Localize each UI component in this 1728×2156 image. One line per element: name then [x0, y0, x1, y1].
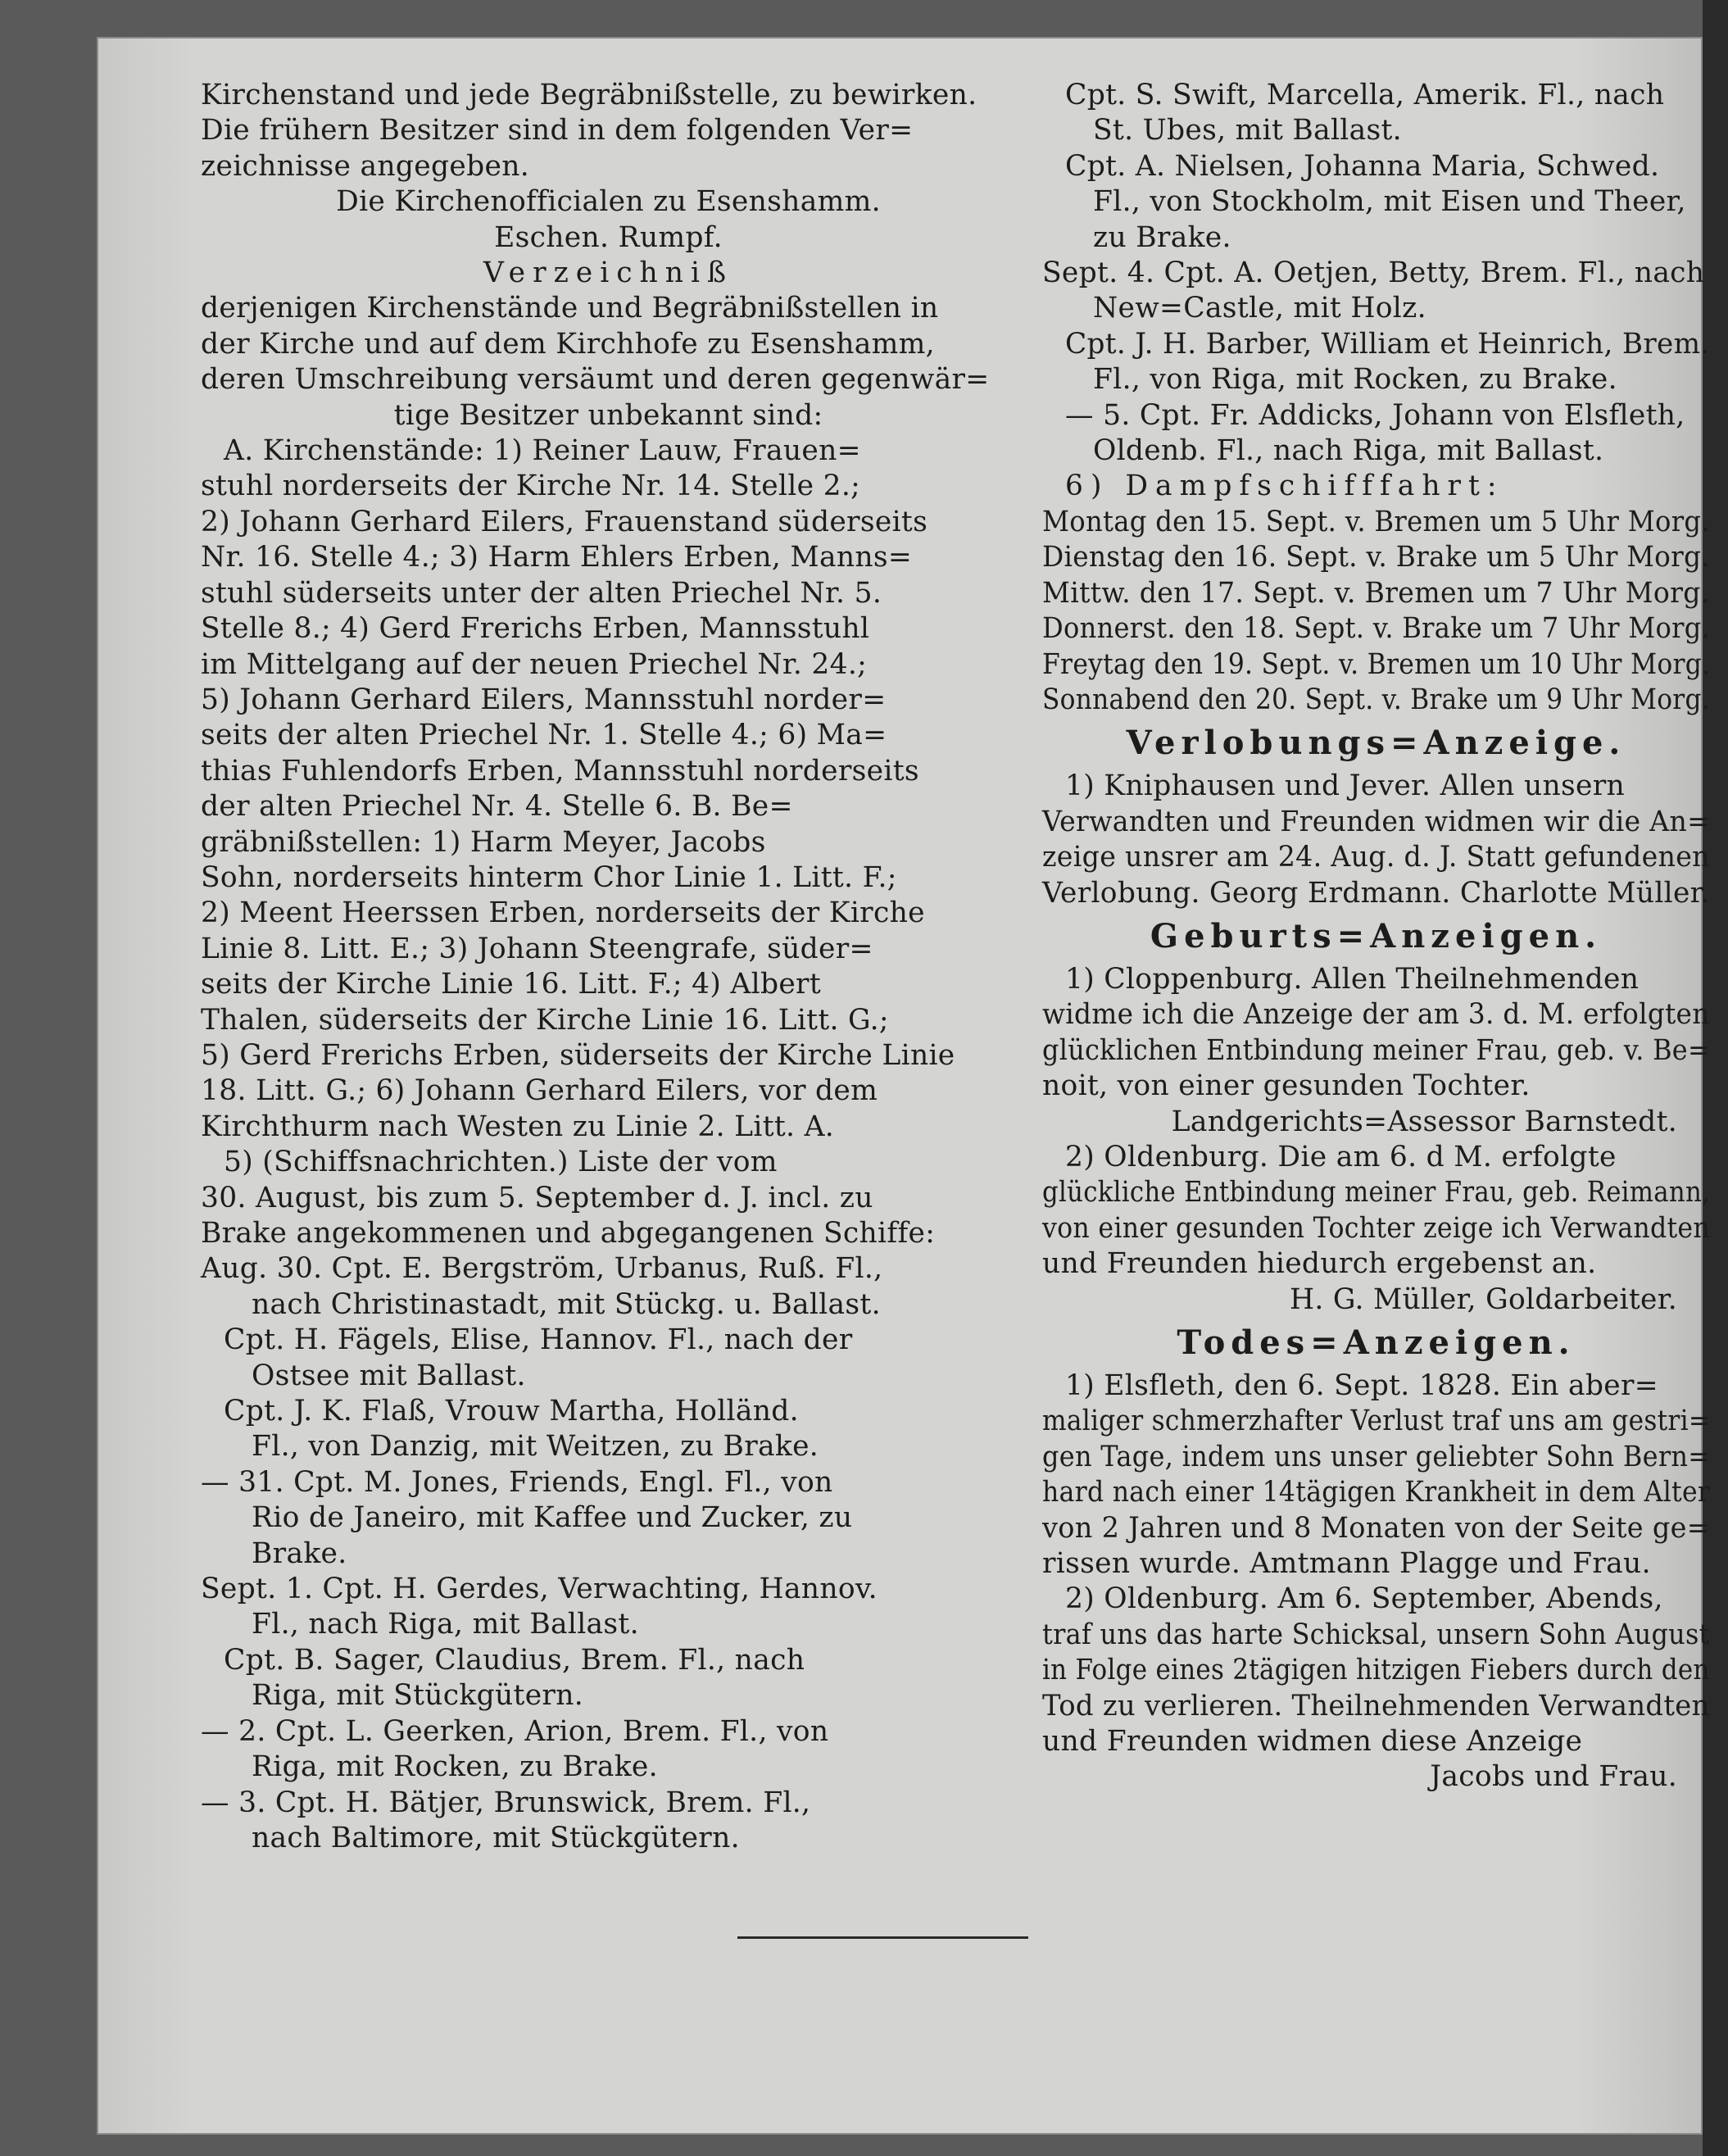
ship-entry: — 5. Cpt. Fr. Addicks, Johann von Elsfleth,	[1065, 398, 1685, 432]
ship-entry: nach Christinastadt, mit Stückg. u. Ballast.	[252, 1287, 881, 1321]
ship-entry: Cpt. J. H. Barber, William et Heinrich, Brem.	[1065, 327, 1710, 361]
ship-entry: — 31. Cpt. M. Jones, Friends, Engl. Fl., von	[201, 1465, 833, 1499]
ship-entry: Cpt. B. Sager, Claudius, Brem. Fl., nach	[224, 1643, 805, 1677]
ship-entry: Fl., von Stockholm, mit Eisen und Theer,	[1093, 185, 1686, 219]
signature-line: Die Kirchenofficialen zu Esenshamm.	[336, 185, 881, 219]
ship-entry: Cpt. S. Swift, Marcella, Amerik. Fl., nach	[1065, 79, 1665, 111]
text-line: der Kirche und auf dem Kirchhofe zu Esenshamm,	[201, 327, 935, 361]
ship-entry: St. Ubes, mit Ballast.	[1093, 114, 1402, 148]
text-line: derjenigen Kirchenstände und Begräbnißstellen in	[201, 292, 939, 325]
text-line: thias Fuhlendorfs Erben, Mannsstuhl norderseits	[201, 754, 919, 788]
ship-entry: zu Brake.	[1093, 220, 1231, 254]
text-line: zeige unsrer am 24. Aug. d. J. Statt gefundenen	[1042, 841, 1710, 874]
text-line: stuhl norderseits der Kirche Nr. 14. Stelle 2.;	[201, 470, 861, 503]
steamer-schedule-line: Dienstag den 16. Sept. v. Brake um 5 Uhr Morg.	[1042, 541, 1711, 574]
text-line: 2) Johann Gerhard Eilers, Frauenstand süderseits	[201, 505, 928, 538]
left-column	[201, 78, 1016, 1856]
text-line: widme ich die Anzeige der am 3. d. M. erfolgten	[1042, 998, 1710, 1032]
text-line: traf uns das harte Schicksal, unsern Sohn August	[1042, 1618, 1710, 1651]
steamer-schedule-line: Montag den 15. Sept. v. Bremen um 5 Uhr Morg.	[1042, 505, 1710, 538]
steamer-schedule-line: Donnerst. den 18. Sept. v. Brake um 7 Uhr Morg.	[1042, 612, 1711, 646]
text-line: Sohn, norderseits hinterm Chor Linie 1. Litt. F.;	[201, 860, 897, 894]
text-line: Stelle 8.; 4) Gerd Frerichs Erben, Mannsstuhl	[201, 612, 870, 646]
ship-entry: Fl., von Danzig, mit Weitzen, zu Brake.	[252, 1430, 819, 1464]
text-line: glückliche Entbindung meiner Frau, geb. Reimann,	[1042, 1176, 1711, 1210]
text-line: Tod zu verlieren. Theilnehmenden Verwandten	[1042, 1689, 1710, 1723]
text-line: Linie 8. Litt. E.; 3) Johann Steengrafe, süder=	[201, 932, 873, 965]
text-line: 1) Cloppenburg. Allen Theilnehmenden	[1065, 962, 1640, 996]
text-line: der alten Priechel Nr. 4. Stelle 6. B. Be=	[201, 790, 793, 824]
text-line: Brake angekommenen und abgegangenen Schiffe:	[201, 1217, 936, 1250]
text-line: hard nach einer 14tägigen Krankheit in dem Alter	[1042, 1476, 1711, 1509]
ship-entry: Cpt. J. K. Flaß, Vrouw Martha, Holländ.	[224, 1395, 799, 1428]
text-line: 1) Elsfleth, den 6. Sept. 1828. Ein aber=	[1065, 1369, 1658, 1402]
text-line: und Freunden hiedurch ergebenst an.	[1042, 1247, 1597, 1281]
ship-entry: New=Castle, mit Holz.	[1093, 292, 1426, 325]
text-line: stuhl süderseits unter der alten Priechel Nr. 5.	[201, 576, 882, 610]
text-line: gräbnißstellen: 1) Harm Meyer, Jacobs	[201, 825, 766, 859]
ship-entry: Sept. 1. Cpt. H. Gerdes, Verwachting, Hannov.	[201, 1573, 878, 1606]
text-line: 5) Johann Gerhard Eilers, Mannsstuhl norder=	[201, 683, 887, 716]
text-line: 5) Gerd Frerichs Erben, süderseits der Kirche Linie	[201, 1038, 955, 1072]
ship-entry: Brake.	[252, 1536, 347, 1570]
text-line: 18. Litt. G.; 6) Johann Gerhard Eilers, vor dem	[201, 1074, 878, 1108]
ship-entry: Riga, mit Rocken, zu Brake.	[252, 1750, 658, 1784]
text-line: 2) Oldenburg. Am 6. September, Abends,	[1065, 1582, 1663, 1616]
text-line: Thalen, süderseits der Kirche Linie 16. Litt. G.;	[201, 1003, 889, 1037]
text-line: im Mittelgang auf der neuen Priechel Nr. 24.;	[201, 647, 868, 681]
text-line: A. Kirchenstände: 1) Reiner Lauw, Frauen=	[224, 434, 861, 468]
text-line: von einer gesunden Tochter zeige ich Verwandten	[1042, 1211, 1711, 1245]
text-line: Verwandten und Freunden widmen wir die An=	[1042, 805, 1711, 838]
ship-entry: Riga, mit Stückgütern.	[252, 1679, 583, 1713]
text-line: 5) (Schiffsnachrichten.) Liste der vom	[224, 1146, 778, 1179]
ship-entry: Oldenb. Fl., nach Riga, mit Ballast.	[1093, 434, 1604, 468]
ship-entry: — 3. Cpt. H. Bätjer, Brunswick, Brem. Fl.,	[201, 1786, 811, 1819]
section-heading: 6) Dampfschifffahrt:	[1065, 470, 1504, 503]
text-line: deren Umschreibung versäumt und deren gegenwär=	[201, 363, 990, 397]
text-line: noit, von einer gesunden Tochter.	[1042, 1069, 1531, 1103]
ship-entry: nach Baltimore, mit Stückgütern.	[252, 1821, 740, 1854]
text-line: in Folge eines 2tägigen hitzigen Fiebers durch den	[1042, 1654, 1710, 1687]
signature-names: Eschen. Rumpf.	[494, 220, 723, 254]
steamer-schedule-line: Sonnabend den 20. Sept. v. Brake um 9 Uhr Morg.	[1042, 683, 1710, 716]
signature-line: H. G. Müller, Goldarbeiter.	[1289, 1282, 1677, 1316]
text-line: tige Besitzer unbekannt sind:	[393, 398, 823, 432]
ship-entry: Cpt. A. Nielsen, Johanna Maria, Schwed.	[1065, 149, 1660, 183]
text-line: und Freunden widmen diese Anzeige	[1042, 1725, 1583, 1759]
text-line: rissen wurde. Amtmann Plagge und Frau.	[1042, 1547, 1651, 1581]
text-line: seits der Kirche Linie 16. Litt. F.; 4) Albert	[201, 968, 821, 1001]
ship-entry: Fl., nach Riga, mit Ballast.	[252, 1608, 639, 1641]
steamer-schedule-line: Freytag den 19. Sept. v. Bremen um 10 Uhr Morg.	[1042, 647, 1711, 681]
ship-entry: Ostsee mit Ballast.	[252, 1359, 526, 1392]
ship-entry: Sept. 4. Cpt. A. Oetjen, Betty, Brem. Fl., nach	[1042, 256, 1705, 290]
ship-entry: — 2. Cpt. L. Geerken, Arion, Brem. Fl., von	[201, 1714, 829, 1748]
text-line: 2) Oldenburg. Die am 6. d M. erfolgte	[1065, 1140, 1617, 1173]
text-line: zeichnisse angegeben.	[201, 149, 529, 183]
section-heading: Verzeichniß	[483, 256, 734, 290]
section-heading: Verlobungs=Anzeige.	[1126, 724, 1626, 763]
text-line: Die frühern Besitzer sind in dem folgenden Ver=	[201, 114, 914, 148]
text-line: 2) Meent Heerssen Erben, norderseits der Kirche	[201, 896, 925, 930]
ship-entry: Aug. 30. Cpt. E. Bergström, Urbanus, Ruß. Fl.,	[201, 1252, 883, 1286]
section-heading: Geburts=Anzeigen.	[1150, 916, 1603, 955]
ship-entry: Fl., von Riga, mit Rocken, zu Brake.	[1093, 363, 1617, 397]
text-line: Nr. 16. Stelle 4.; 3) Harm Ehlers Erben, Manns=	[201, 541, 913, 574]
text-line: Verlobung. Georg Erdmann. Charlotte Müller.	[1042, 876, 1710, 910]
ship-entry: Rio de Janeiro, mit Kaffee und Zucker, zu	[252, 1501, 853, 1535]
text-line: maliger schmerzhafter Verlust traf uns am gestri=	[1042, 1405, 1711, 1438]
text-line: Kirchenstand und jede Begräbnißstelle, zu bewirken.	[201, 79, 977, 111]
right-column	[1042, 78, 1710, 1795]
steamer-schedule-line: Mittw. den 17. Sept. v. Bremen um 7 Uhr Morg.	[1042, 576, 1710, 610]
text-line: 30. August, bis zum 5. September d. J. incl. zu	[201, 1181, 873, 1214]
signature-line: Landgerichts=Assessor Barnstedt.	[1171, 1105, 1677, 1138]
signature-line: Jacobs und Frau.	[1430, 1760, 1677, 1794]
text-line: von 2 Jahren und 8 Monaten von der Seite ge=	[1042, 1511, 1711, 1545]
section-heading: Todes=Anzeigen.	[1177, 1323, 1576, 1362]
text-line: Kirchthurm nach Westen zu Linie 2. Litt. A.	[201, 1110, 835, 1143]
ship-entry: Cpt. H. Fägels, Elise, Hannov. Fl., nach der	[224, 1323, 853, 1357]
closing-rule	[737, 1936, 1028, 1939]
text-line: seits der alten Priechel Nr. 1. Stelle 4.; 6) Ma=	[201, 719, 887, 752]
text-line: glücklichen Entbindung meiner Frau, geb. v. Be=	[1042, 1033, 1710, 1067]
text-line: gen Tage, indem uns unser geliebter Sohn Bern=	[1042, 1440, 1711, 1473]
text-line: 1) Kniphausen und Jever. Allen unsern	[1065, 769, 1626, 803]
